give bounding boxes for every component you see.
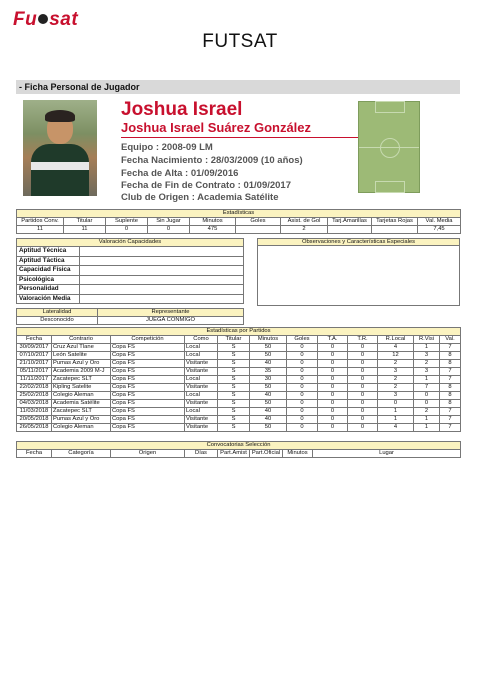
- estadisticas-title: Estadísticas: [17, 210, 461, 218]
- partidos-cell: 3: [414, 352, 440, 360]
- partidos-cell: Local: [185, 344, 218, 352]
- lateralidad-value: JUEGA CONMIGO: [98, 317, 244, 325]
- partidos-cell: 0: [378, 400, 414, 408]
- partidos-cell: S: [218, 424, 250, 432]
- estadisticas-header: Partidos Conv.: [17, 218, 64, 226]
- observaciones-box: [257, 238, 460, 306]
- partidos-cell: 0: [287, 408, 318, 416]
- partidos-cell: 50: [250, 352, 287, 360]
- convocatorias-header: Minutos: [283, 450, 313, 458]
- convocatorias-header: Part.Oficial: [250, 450, 283, 458]
- futsat-logo[interactable]: [13, 9, 78, 31]
- partidos-cell: 0: [348, 416, 378, 424]
- estadisticas-value: [372, 226, 418, 234]
- estadisticas-header: Goles: [236, 218, 281, 226]
- partidos-cell: 4: [378, 424, 414, 432]
- partidos-cell: Copa FS: [111, 416, 185, 424]
- valoracion-label: Capacidad Física: [17, 266, 80, 276]
- partidos-cell: 8: [440, 360, 461, 368]
- partidos-cell: 7: [440, 408, 461, 416]
- partidos-cell: 2: [378, 376, 414, 384]
- partidos-header: Titular: [218, 336, 250, 344]
- partidos-cell: Local: [185, 376, 218, 384]
- section-title: - Ficha Personal de Jugador: [16, 80, 460, 94]
- partidos-cell: 40: [250, 416, 287, 424]
- partidos-cell: 2: [378, 360, 414, 368]
- partidos-cell: 7: [414, 384, 440, 392]
- lateralidad-table: [16, 308, 244, 325]
- partidos-cell: Visitante: [185, 368, 218, 376]
- partidos-cell: 7: [440, 376, 461, 384]
- partidos-table: [16, 327, 461, 432]
- partidos-cell: 0: [287, 352, 318, 360]
- partidos-cell: 50: [250, 344, 287, 352]
- partidos-cell: 2: [414, 360, 440, 368]
- partidos-cell: 1: [378, 416, 414, 424]
- table-row: [17, 376, 461, 384]
- partidos-cell: 8: [440, 384, 461, 392]
- estadisticas-header: Asist. de Gol: [281, 218, 328, 226]
- partidos-cell: Copa FS: [111, 344, 185, 352]
- partidos-cell: 11/03/2018: [17, 408, 52, 416]
- partidos-cell: 0: [318, 416, 348, 424]
- valoracion-label: Personalidad: [17, 285, 80, 295]
- valoracion-row: [17, 275, 244, 285]
- partidos-cell: Pumas Azul y Oro: [52, 360, 111, 368]
- player-equipo: Equipo : 2008-09 LM: [121, 142, 213, 153]
- valoracion-value: [80, 247, 244, 257]
- estadisticas-value: 0: [106, 226, 148, 234]
- partidos-cell: Colegio Aleman: [52, 392, 111, 400]
- partidos-cell: 0: [287, 368, 318, 376]
- partidos-header: Como: [185, 336, 218, 344]
- partidos-cell: Copa FS: [111, 368, 185, 376]
- partidos-cell: Visitante: [185, 360, 218, 368]
- partidos-cell: Copa FS: [111, 352, 185, 360]
- partidos-cell: 0: [318, 400, 348, 408]
- partidos-cell: 7: [440, 416, 461, 424]
- partidos-cell: 2: [378, 384, 414, 392]
- valoracion-label: Psicológica: [17, 275, 80, 285]
- partidos-cell: 30/09/2017: [17, 344, 52, 352]
- partidos-cell: 0: [287, 384, 318, 392]
- partidos-cell: Visitante: [185, 416, 218, 424]
- partidos-cell: 0: [318, 384, 348, 392]
- partidos-cell: Local: [185, 392, 218, 400]
- partidos-cell: 40: [250, 360, 287, 368]
- partidos-cell: Copa FS: [111, 376, 185, 384]
- partidos-header: T.A.: [318, 336, 348, 344]
- partidos-cell: S: [218, 352, 250, 360]
- valoracion-row: [17, 294, 244, 304]
- table-row: [17, 352, 461, 360]
- logo-text-right: sat: [49, 9, 79, 30]
- estadisticas-value: [236, 226, 281, 234]
- convocatorias-header: Part.Amist: [218, 450, 250, 458]
- partidos-cell: 0: [348, 368, 378, 376]
- partidos-cell: S: [218, 392, 250, 400]
- partidos-cell: 22/02/2018: [17, 384, 52, 392]
- estadisticas-value: 2: [281, 226, 328, 234]
- player-full-name: Joshua Israel Suárez González: [121, 120, 312, 135]
- partidos-header: Goles: [287, 336, 318, 344]
- partidos-cell: León Satelite: [52, 352, 111, 360]
- estadisticas-value: [328, 226, 372, 234]
- estadisticas-header: Sin Jugar: [148, 218, 190, 226]
- player-short-name: Joshua Israel: [121, 99, 243, 120]
- partidos-cell: S: [218, 360, 250, 368]
- partidos-cell: 4: [378, 344, 414, 352]
- partidos-cell: 05/11/2017: [17, 368, 52, 376]
- partidos-cell: 0: [287, 400, 318, 408]
- partidos-header: T.R.: [348, 336, 378, 344]
- partidos-cell: 1: [414, 376, 440, 384]
- partidos-cell: 0: [287, 376, 318, 384]
- partidos-cell: 0: [318, 392, 348, 400]
- partidos-header: Fecha: [17, 336, 52, 344]
- partidos-cell: 0: [348, 344, 378, 352]
- estadisticas-table: [16, 209, 461, 234]
- partidos-cell: 20/05/2018: [17, 416, 52, 424]
- partidos-cell: Visitante: [185, 384, 218, 392]
- partidos-cell: 25/02/2018: [17, 392, 52, 400]
- partidos-cell: 0: [287, 416, 318, 424]
- valoracion-label: Valoración Media: [17, 294, 80, 304]
- partidos-cell: 0: [348, 376, 378, 384]
- table-row: [17, 344, 461, 352]
- partidos-cell: 3: [414, 368, 440, 376]
- estadisticas-header: Titular: [64, 218, 106, 226]
- table-row: [17, 416, 461, 424]
- player-club-origen: Club de Origen : Academia Satélite: [121, 192, 279, 203]
- partidos-cell: S: [218, 368, 250, 376]
- partidos-header: R.Visi: [414, 336, 440, 344]
- partidos-cell: Copa FS: [111, 400, 185, 408]
- partidos-cell: 26/05/2018: [17, 424, 52, 432]
- partidos-cell: Visitante: [185, 400, 218, 408]
- partidos-cell: 21/10/2017: [17, 360, 52, 368]
- valoracion-value: [80, 275, 244, 285]
- partidos-cell: Copa FS: [111, 408, 185, 416]
- convocatorias-header: Categoría: [52, 450, 111, 458]
- partidos-cell: 0: [414, 400, 440, 408]
- partidos-cell: S: [218, 400, 250, 408]
- partidos-cell: Copa FS: [111, 384, 185, 392]
- partidos-cell: 0: [348, 352, 378, 360]
- partidos-cell: 0: [287, 360, 318, 368]
- partidos-cell: 1: [414, 416, 440, 424]
- partidos-cell: 0: [318, 352, 348, 360]
- table-row: [17, 360, 461, 368]
- partidos-header: R.Local: [378, 336, 414, 344]
- estadisticas-header: Tarjetas Rojas: [372, 218, 418, 226]
- partidos-cell: 0: [348, 360, 378, 368]
- partidos-cell: 11/11/2017: [17, 376, 52, 384]
- partidos-cell: Pumas Azul y Oro: [52, 416, 111, 424]
- valoracion-row: [17, 266, 244, 276]
- observaciones-title: Observaciones y Características Especiales: [257, 238, 460, 246]
- player-fin-contrato: Fecha de Fin de Contrato : 01/09/2017: [121, 180, 291, 191]
- partidos-cell: 0: [287, 424, 318, 432]
- partidos-cell: 0: [318, 376, 348, 384]
- partidos-header: Minutos: [250, 336, 287, 344]
- convocatorias-header: Lugar: [313, 450, 461, 458]
- partidos-cell: 7: [440, 424, 461, 432]
- valoracion-title: Valoración Capacidades: [17, 239, 244, 247]
- partidos-cell: 0: [318, 344, 348, 352]
- player-alta: Fecha de Alta : 01/09/2016: [121, 168, 239, 179]
- estadisticas-header: Tarj.Amarillas: [328, 218, 372, 226]
- partidos-cell: S: [218, 376, 250, 384]
- partidos-cell: Kipling Satelite: [52, 384, 111, 392]
- valoracion-label: Aptitud Técnica: [17, 247, 80, 257]
- site-title: FUTSAT: [202, 31, 278, 52]
- partidos-cell: Zacatepec SLT: [52, 408, 111, 416]
- partidos-cell: Local: [185, 352, 218, 360]
- partidos-cell: Academia Satélite: [52, 400, 111, 408]
- partidos-cell: 7: [440, 344, 461, 352]
- table-row: [17, 368, 461, 376]
- partidos-cell: 07/10/2017: [17, 352, 52, 360]
- logo-text-left: Fu: [13, 9, 38, 30]
- partidos-header: Contrario: [52, 336, 111, 344]
- partidos-cell: 40: [250, 392, 287, 400]
- partidos-cell: 8: [440, 352, 461, 360]
- partidos-header: Competición: [111, 336, 185, 344]
- partidos-cell: Visitante: [185, 424, 218, 432]
- partidos-cell: 7: [440, 368, 461, 376]
- partidos-cell: Copa FS: [111, 360, 185, 368]
- partidos-cell: 2: [414, 408, 440, 416]
- estadisticas-value: 0: [148, 226, 190, 234]
- partidos-cell: 3: [378, 368, 414, 376]
- partidos-cell: 50: [250, 384, 287, 392]
- partidos-cell: Local: [185, 408, 218, 416]
- partidos-cell: 0: [318, 408, 348, 416]
- partidos-cell: S: [218, 384, 250, 392]
- name-divider: [121, 137, 363, 138]
- partidos-header: Val.: [440, 336, 461, 344]
- valoracion-row: [17, 285, 244, 295]
- lateralidad-header: Representante: [98, 309, 244, 317]
- partidos-cell: 1: [414, 344, 440, 352]
- ball-icon: [38, 14, 48, 24]
- partidos-title: Estadísticas por Partidos: [17, 328, 461, 336]
- partidos-cell: 30: [250, 376, 287, 384]
- pitch-position-graphic: [358, 101, 420, 193]
- convocatorias-table: [16, 441, 461, 458]
- partidos-cell: 40: [250, 408, 287, 416]
- partidos-cell: S: [218, 344, 250, 352]
- convocatorias-title: Convocatorias Selección: [17, 442, 461, 450]
- partidos-cell: 04/03/2018: [17, 400, 52, 408]
- partidos-cell: Academia 2009 M-J: [52, 368, 111, 376]
- partidos-cell: 0: [348, 400, 378, 408]
- convocatorias-header: Días: [185, 450, 218, 458]
- partidos-cell: Copa FS: [111, 392, 185, 400]
- valoracion-value: [80, 285, 244, 295]
- valoracion-row: [17, 247, 244, 257]
- partidos-cell: 0: [318, 360, 348, 368]
- partidos-cell: 12: [378, 352, 414, 360]
- partidos-cell: 50: [250, 424, 287, 432]
- convocatorias-header: Fecha: [17, 450, 52, 458]
- partidos-cell: 35: [250, 368, 287, 376]
- partidos-cell: 1: [414, 424, 440, 432]
- table-row: [17, 408, 461, 416]
- partidos-cell: Zacatepec SLT: [52, 376, 111, 384]
- partidos-cell: 0: [348, 408, 378, 416]
- table-row: [17, 424, 461, 432]
- partidos-cell: 0: [348, 384, 378, 392]
- table-row: [17, 400, 461, 408]
- player-photo: [23, 100, 97, 196]
- valoracion-value: [80, 294, 244, 304]
- player-nacimiento: Fecha Nacimiento : 28/03/2009 (10 años): [121, 155, 303, 166]
- partidos-cell: 0: [348, 424, 378, 432]
- table-row: [17, 384, 461, 392]
- partidos-cell: 0: [348, 392, 378, 400]
- lateralidad-header: Lateralidad: [17, 309, 98, 317]
- partidos-cell: S: [218, 416, 250, 424]
- partidos-cell: 50: [250, 400, 287, 408]
- lateralidad-value: Desconocido: [17, 317, 98, 325]
- table-row: [17, 392, 461, 400]
- partidos-cell: 3: [378, 392, 414, 400]
- valoracion-value: [80, 266, 244, 276]
- estadisticas-header: Suplente: [106, 218, 148, 226]
- partidos-cell: Copa FS: [111, 424, 185, 432]
- partidos-cell: 0: [318, 368, 348, 376]
- estadisticas-value: 11: [64, 226, 106, 234]
- estadisticas-header: Val. Media: [418, 218, 461, 226]
- valoracion-label: Aptitud Táctica: [17, 256, 80, 266]
- partidos-cell: 0: [414, 392, 440, 400]
- partidos-cell: 8: [440, 400, 461, 408]
- estadisticas-value: 7,45: [418, 226, 461, 234]
- partidos-cell: 0: [287, 344, 318, 352]
- partidos-cell: 1: [378, 408, 414, 416]
- estadisticas-header: Minutos: [190, 218, 236, 226]
- convocatorias-header: Origen: [111, 450, 185, 458]
- valoracion-row: [17, 256, 244, 266]
- partidos-cell: 0: [287, 392, 318, 400]
- valoracion-table: [16, 238, 244, 304]
- partidos-cell: S: [218, 408, 250, 416]
- estadisticas-value: 475: [190, 226, 236, 234]
- partidos-cell: Colegio Aleman: [52, 424, 111, 432]
- partidos-cell: Cruz Azul Tlane: [52, 344, 111, 352]
- valoracion-value: [80, 256, 244, 266]
- partidos-cell: 0: [318, 424, 348, 432]
- estadisticas-value: 11: [17, 226, 64, 234]
- partidos-cell: 8: [440, 392, 461, 400]
